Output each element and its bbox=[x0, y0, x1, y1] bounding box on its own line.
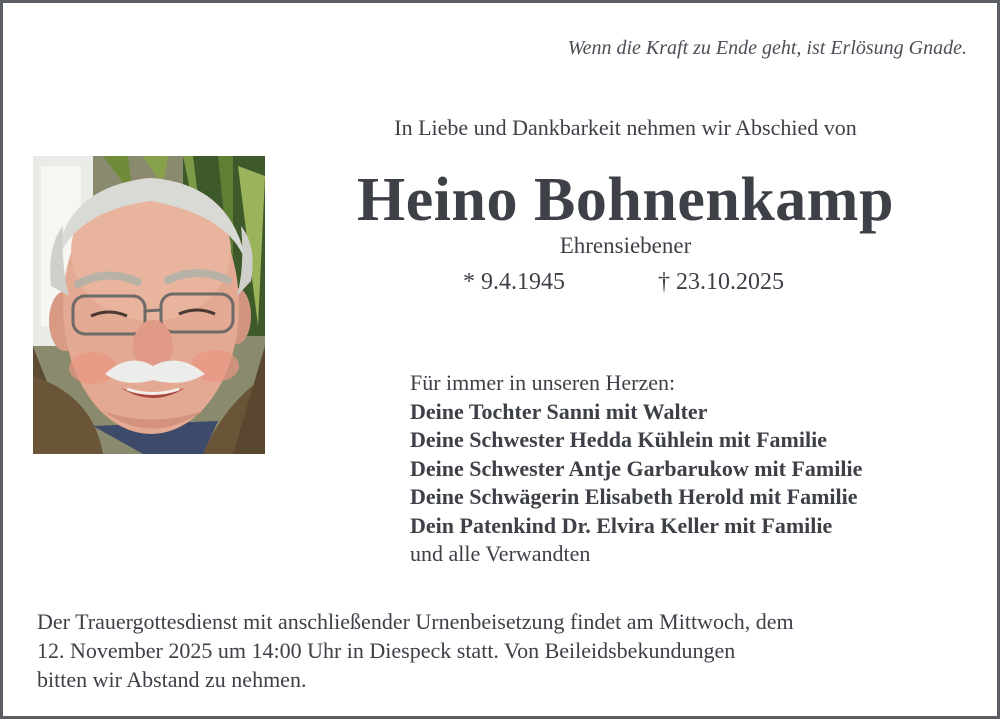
service-notice bbox=[37, 607, 937, 694]
deceased-title: Ehrensiebener bbox=[559, 233, 692, 258]
motto: Wenn die Kraft zu Ende geht, ist Erlösung Gnade. bbox=[567, 37, 967, 59]
death-date: † 23.10.2025 bbox=[658, 269, 784, 295]
mourners-heading: Für immer in unseren Herzen: bbox=[410, 370, 676, 395]
service-line: bitten wir Abstand zu nehmen. bbox=[37, 667, 307, 692]
intro-text: In Liebe und Dankbarkeit nehmen wir Abschied von bbox=[394, 115, 857, 140]
birth-date: * 9.4.1945 bbox=[463, 269, 565, 295]
service-line: Der Trauergottesdienst mit anschließender Urnenbeisetzung findet am Mittwoch, dem bbox=[37, 609, 794, 634]
mourner-line: Deine Tochter Sanni mit Walter bbox=[410, 398, 708, 424]
service-line: 12. November 2025 um 14:00 Uhr in Diespeck statt. Von Beileidsbekundungen bbox=[37, 638, 736, 663]
mourners-list bbox=[410, 369, 862, 569]
mourner-line: Deine Schwester Antje Garbarukow mit Familie bbox=[410, 455, 863, 481]
mourner-line: Deine Schwester Hedda Kühlein mit Familie bbox=[410, 427, 827, 452]
deceased-name: Heino Bohnenkamp bbox=[357, 166, 894, 234]
mourners-closing: und alle Verwandten bbox=[410, 541, 591, 566]
mourner-line: Deine Schwägerin Elisabeth Herold mit Familie bbox=[410, 484, 858, 509]
portrait-photo bbox=[33, 156, 265, 454]
mourner-line: Dein Patenkind Dr. Elvira Keller mit Familie bbox=[410, 512, 833, 538]
